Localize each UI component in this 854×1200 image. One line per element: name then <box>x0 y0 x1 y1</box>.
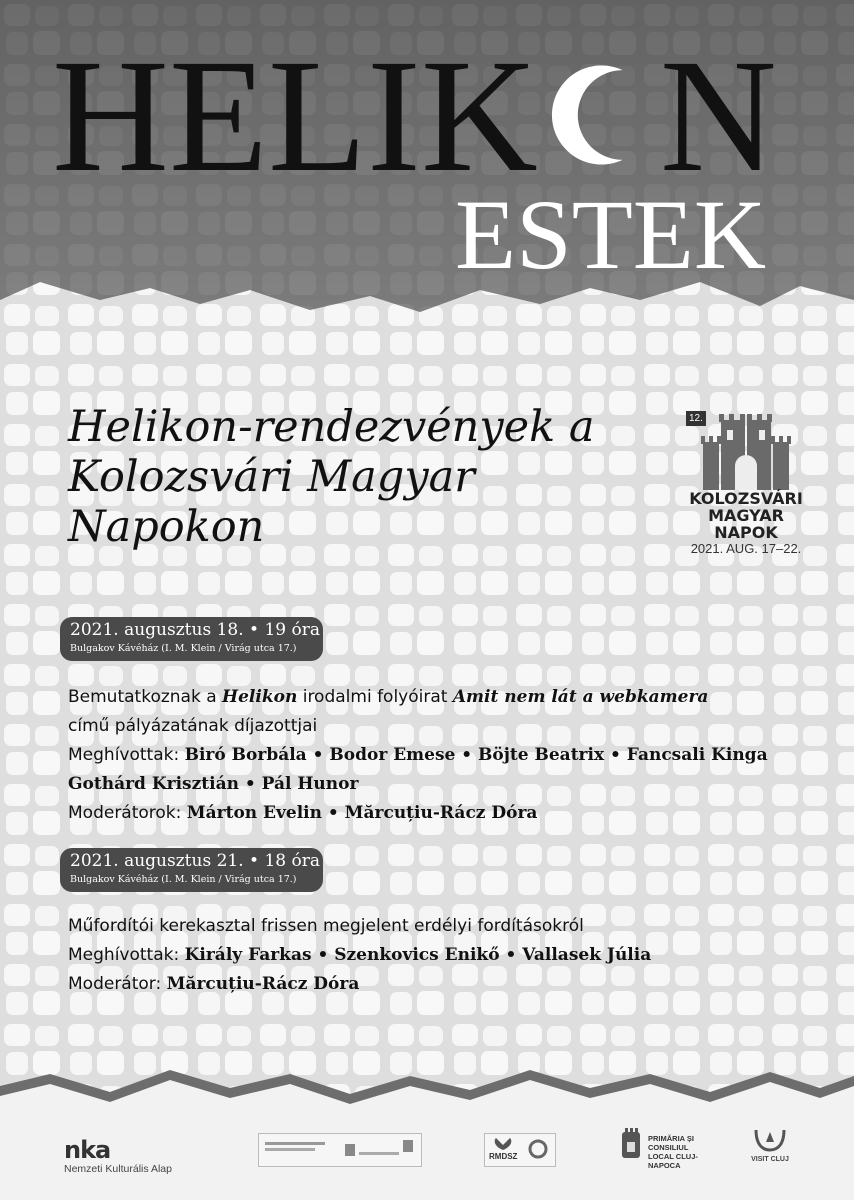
text-fragment: irodalmi folyóirat <box>297 687 453 707</box>
kmn-logo <box>676 406 816 556</box>
event1-datebox <box>60 617 323 661</box>
logo-dates: 2021. AUG. 17–22. <box>690 541 802 556</box>
event2-venue: Bulgakov Kávéház (I. M. Klein / Virág utca 17.) <box>70 874 297 885</box>
moderators-names: Márton Evelin • Mărcuțiu-Rácz Dóra <box>186 803 538 823</box>
event2-guests <box>68 941 651 970</box>
moderators-label: Moderátorok: <box>68 803 187 823</box>
event1-desc-line1 <box>68 683 708 712</box>
rmdsz-text: RMDSZ <box>489 1152 518 1161</box>
tulip-icon <box>491 1137 515 1151</box>
event1-desc-line2: című pályázatának díjazottjai <box>68 716 318 736</box>
ministry-logos <box>258 1133 422 1167</box>
poster-title <box>52 27 777 206</box>
event2-desc: Műfordítói kerekasztal frissen megjelent erdélyi fordításokról <box>68 916 584 936</box>
guests-names: Király Farkas • Szenkovics Enikő • Vallasek Júlia <box>184 945 652 965</box>
rmdsz-logo <box>484 1133 556 1167</box>
moderator-names: Mărcuțiu-Rácz Dóra <box>166 974 360 994</box>
event-heading: Helikon-rendezvények a Kolozsvári Magyar Napokon <box>68 402 595 552</box>
logo-line-1: KOLOZSVÁRI <box>689 489 803 508</box>
event1-moderators <box>68 799 537 828</box>
moderator-label: Moderátor: <box>68 974 167 994</box>
title-right: N <box>659 27 777 206</box>
event1-date: 2021. augusztus 18. • 19 óra <box>70 620 320 640</box>
guests-names: Biró Borbála • Bodor Emese • Böjte Beatrix • Fancsali Kinga <box>184 745 768 765</box>
guests-names: Gothárd Krisztián • Pál Hunor <box>68 774 359 794</box>
title-left: HELIK <box>52 27 538 206</box>
visit-cluj-icon <box>752 1126 788 1154</box>
event2-datebox <box>60 848 323 892</box>
community-icon <box>527 1138 549 1160</box>
event1-guests-line2 <box>68 770 358 799</box>
castle-icon <box>691 410 801 490</box>
event1-venue: Bulgakov Kávéház (I. M. Klein / Virág utca 17.) <box>70 643 297 654</box>
logo-number: 12. <box>686 411 706 426</box>
text-fragment: Bemutatkoznak a <box>68 687 223 707</box>
guests-label: Meghívottak: <box>68 745 185 765</box>
poster-subtitle: ESTEK <box>455 179 767 290</box>
event2-date: 2021. augusztus 21. • 18 óra <box>70 851 320 871</box>
event2-moderator <box>68 970 359 999</box>
crescent-moon-icon <box>540 56 658 174</box>
nka-logo: nka <box>64 1136 111 1164</box>
event1-guests-line1 <box>68 741 768 770</box>
nka-name: Nemzeti Kulturális Alap <box>64 1163 172 1175</box>
cluj-crest-icon <box>620 1128 642 1164</box>
contest-name: Amit nem lát a webkamera <box>452 687 709 707</box>
primaria-text: PRIMĂRIA ȘI CONSILIUL LOCAL CLUJ-NAPOCA <box>648 1134 698 1170</box>
logo-line-2: MAGYAR NAPOK <box>708 506 784 542</box>
journal-name: Helikon <box>222 687 298 707</box>
visit-cluj-text: VISIT CLUJ <box>751 1156 789 1163</box>
guests-label: Meghívottak: <box>68 945 185 965</box>
